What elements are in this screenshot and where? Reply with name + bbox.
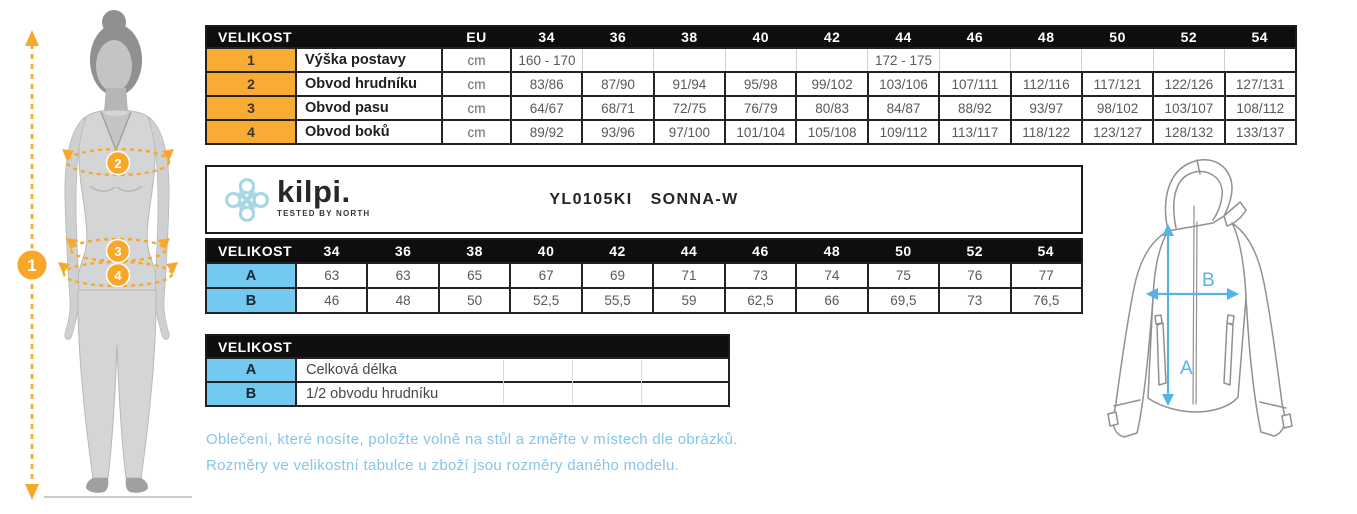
woman-figure-diagram <box>0 0 200 514</box>
value-cell <box>1225 48 1296 72</box>
row-waist <box>206 96 1296 120</box>
size-header: 40 <box>725 26 796 48</box>
value-cell: 52,5 <box>510 288 581 313</box>
value-cell: 83/86 <box>511 72 582 96</box>
row-label-cell: Obvod hrudníku <box>296 72 442 96</box>
value-cell: 50 <box>439 288 510 313</box>
jacket-label-a: A <box>1180 358 1193 379</box>
unit-cell: cm <box>442 48 511 72</box>
size-header: 46 <box>939 26 1010 48</box>
velikost-header: VELIKOST <box>206 26 442 48</box>
size-header: 44 <box>653 239 724 263</box>
legend-grid-line <box>503 360 504 404</box>
note-line-1: Oblečení, které nosíte, položte volně na stůl a změřte v místech dle obrázků. <box>206 431 738 448</box>
jacket-length-arrow <box>1162 224 1193 406</box>
legend-row-a <box>206 358 729 382</box>
measure-description-cell: 1/2 obvodu hrudníku <box>296 382 729 406</box>
value-cell: 84/87 <box>868 96 939 120</box>
marker-1-badge <box>17 250 48 281</box>
header-row <box>206 26 1296 48</box>
value-cell: 91/94 <box>654 72 725 96</box>
value-cell: 160 - 170 <box>511 48 582 72</box>
value-cell: 74 <box>796 263 867 288</box>
value-cell: 113/117 <box>939 120 1010 144</box>
value-cell: 117/121 <box>1082 72 1153 96</box>
measure-label-cell: B <box>206 382 296 406</box>
value-cell: 95/98 <box>725 72 796 96</box>
size-header: 54 <box>1011 239 1082 263</box>
value-cell: 87/90 <box>582 72 653 96</box>
value-cell: 172 - 175 <box>868 48 939 72</box>
product-header-box <box>205 165 1083 234</box>
value-cell: 109/112 <box>868 120 939 144</box>
svg-text:1: 1 <box>27 256 37 275</box>
value-cell: 122/126 <box>1153 72 1224 96</box>
brand-wordmark: kilpi. <box>277 174 351 209</box>
unit-cell: cm <box>442 120 511 144</box>
size-header: 38 <box>654 26 725 48</box>
unit-cell: cm <box>442 72 511 96</box>
product-name: SONNA-W <box>650 191 739 208</box>
row-b <box>206 288 1082 313</box>
eu-header: EU <box>442 26 511 48</box>
size-header: 48 <box>1011 26 1082 48</box>
value-cell <box>654 48 725 72</box>
size-header: 52 <box>939 239 1010 263</box>
row-number-cell: 3 <box>206 96 296 120</box>
value-cell: 103/106 <box>868 72 939 96</box>
value-cell: 103/107 <box>1153 96 1224 120</box>
header-row <box>206 239 1082 263</box>
value-cell: 59 <box>653 288 724 313</box>
velikost-header: VELIKOST <box>206 239 296 263</box>
garment-size-table <box>205 238 1083 314</box>
unit-cell: cm <box>442 96 511 120</box>
size-header: 34 <box>296 239 367 263</box>
value-cell: 108/112 <box>1225 96 1296 120</box>
value-cell: 99/102 <box>796 72 867 96</box>
measure-legend-table <box>205 334 730 407</box>
legend-grid-line <box>572 360 573 404</box>
value-cell: 64/67 <box>511 96 582 120</box>
value-cell: 123/127 <box>1082 120 1153 144</box>
jacket-label-b: B <box>1202 270 1215 291</box>
value-cell: 105/108 <box>796 120 867 144</box>
value-cell: 63 <box>296 263 367 288</box>
value-cell: 69,5 <box>868 288 939 313</box>
value-cell: 65 <box>439 263 510 288</box>
value-cell: 73 <box>725 263 796 288</box>
size-header: 42 <box>796 26 867 48</box>
value-cell: 72/75 <box>654 96 725 120</box>
size-header: 42 <box>582 239 653 263</box>
marker-3-badge <box>107 240 130 263</box>
value-cell: 97/100 <box>654 120 725 144</box>
size-header: 38 <box>439 239 510 263</box>
value-cell: 67 <box>510 263 581 288</box>
value-cell: 127/131 <box>1225 72 1296 96</box>
value-cell: 101/104 <box>725 120 796 144</box>
body-measurements-table <box>205 25 1297 145</box>
value-cell: 76 <box>939 263 1010 288</box>
value-cell: 55,5 <box>582 288 653 313</box>
jacket-measure-diagram <box>1100 148 1300 448</box>
row-number-cell: 4 <box>206 120 296 144</box>
row-label-cell: Obvod pasu <box>296 96 442 120</box>
svg-text:4: 4 <box>114 268 122 283</box>
value-cell: 88/92 <box>939 96 1010 120</box>
measure-label-cell: A <box>206 358 296 382</box>
size-header: 50 <box>1082 26 1153 48</box>
value-cell: 118/122 <box>1011 120 1082 144</box>
legend-grid-line <box>641 360 642 404</box>
measuring-notes <box>206 431 738 483</box>
product-code-line <box>207 191 1081 209</box>
note-line-2: Rozměry ve velikostní tabulce u zboží jsou rozměry daného modelu. <box>206 457 680 474</box>
value-cell: 128/132 <box>1153 120 1224 144</box>
value-cell: 98/102 <box>1082 96 1153 120</box>
marker-2-badge <box>107 152 130 175</box>
value-cell <box>725 48 796 72</box>
size-header: 52 <box>1153 26 1224 48</box>
size-header: 44 <box>868 26 939 48</box>
size-header: 36 <box>582 26 653 48</box>
value-cell: 63 <box>367 263 438 288</box>
value-cell: 107/111 <box>939 72 1010 96</box>
value-cell: 62,5 <box>725 288 796 313</box>
row-a <box>206 263 1082 288</box>
value-cell <box>1153 48 1224 72</box>
value-cell: 76/79 <box>725 96 796 120</box>
measure-label-cell: B <box>206 288 296 313</box>
svg-text:3: 3 <box>114 244 122 259</box>
size-header: 50 <box>868 239 939 263</box>
size-header: 54 <box>1225 26 1296 48</box>
value-cell: 133/137 <box>1225 120 1296 144</box>
legend-row-b <box>206 382 729 406</box>
jacket-chest-arrow <box>1146 270 1239 300</box>
header-row <box>206 335 729 358</box>
row-label-cell: Výška postavy <box>296 48 442 72</box>
value-cell <box>1011 48 1082 72</box>
marker-4-badge <box>107 264 130 287</box>
value-cell: 69 <box>582 263 653 288</box>
value-cell: 89/92 <box>511 120 582 144</box>
svg-text:2: 2 <box>114 156 122 171</box>
row-number-cell: 2 <box>206 72 296 96</box>
value-cell: 71 <box>653 263 724 288</box>
value-cell <box>796 48 867 72</box>
size-header: 48 <box>796 239 867 263</box>
value-cell: 93/96 <box>582 120 653 144</box>
measure-description-cell: Celková délka <box>296 358 729 382</box>
row-height <box>206 48 1296 72</box>
row-hips <box>206 120 1296 144</box>
value-cell: 77 <box>1011 263 1082 288</box>
value-cell <box>582 48 653 72</box>
jacket-outline <box>1108 160 1292 437</box>
value-cell: 93/97 <box>1011 96 1082 120</box>
product-code: YL0105KI <box>549 191 633 208</box>
size-header: 36 <box>367 239 438 263</box>
size-header: 40 <box>510 239 581 263</box>
row-number-cell: 1 <box>206 48 296 72</box>
size-header: 34 <box>511 26 582 48</box>
value-cell <box>939 48 1010 72</box>
value-cell <box>1082 48 1153 72</box>
measure-label-cell: A <box>206 263 296 288</box>
row-chest <box>206 72 1296 96</box>
value-cell: 80/83 <box>796 96 867 120</box>
value-cell: 73 <box>939 288 1010 313</box>
value-cell: 48 <box>367 288 438 313</box>
size-header: 46 <box>725 239 796 263</box>
value-cell: 66 <box>796 288 867 313</box>
value-cell: 75 <box>868 263 939 288</box>
row-label-cell: Obvod boků <box>296 120 442 144</box>
brand-tagline: TESTED BY NORTH <box>277 209 371 218</box>
value-cell: 46 <box>296 288 367 313</box>
value-cell: 68/71 <box>582 96 653 120</box>
value-cell: 76,5 <box>1011 288 1082 313</box>
value-cell: 112/116 <box>1011 72 1082 96</box>
velikost-header: VELIKOST <box>206 335 729 358</box>
